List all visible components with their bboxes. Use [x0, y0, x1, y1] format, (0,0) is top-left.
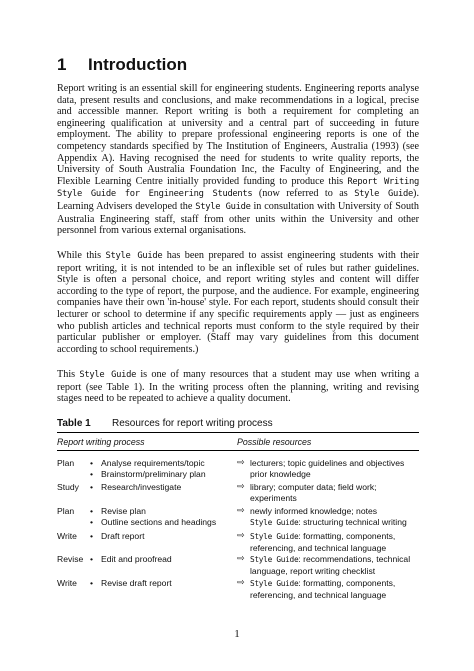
table-stage: Plan	[57, 458, 75, 468]
resource-line	[250, 531, 395, 543]
text-run: Report writing is an essential skill for engineering students. Engineering reports analyse data, present results and conclusions, and make recommendations in a logical, precise and accessible manner. Report writing is both a requirement for completing an engineering qualification at university and a central part of succeeding in future employment. The ability to prepare professional engineering reports is one of the competency standards specified by The Institution of Engineers, Australia (1993) (see Appendix A). Having recognised the need for students to write quality reports, the University of South Australia Foundation Inc, the Faculty of Engineering, and the Flexible Learning Centre initially provided funding to produce this	[57, 83, 419, 187]
arrow-icons	[237, 482, 245, 503]
table-item: Revise plan	[101, 506, 146, 516]
table-item: Edit and proofread	[101, 554, 172, 564]
arrow-icon: ⇨	[237, 506, 245, 516]
style-guide-title: Style Guide	[195, 201, 251, 212]
table-bullets	[90, 482, 93, 493]
text-run: (now referred to as	[252, 188, 355, 200]
table-resources	[250, 531, 395, 553]
table-items	[101, 482, 181, 493]
table-resources	[250, 482, 377, 503]
style-guide-title: Style Guide	[105, 251, 163, 261]
table-header-process: Report writing process	[57, 437, 145, 447]
style-guide-title: Style Guide	[250, 532, 299, 541]
text-run: : formatting, components,	[298, 578, 396, 588]
table-resources	[250, 506, 407, 528]
style-guide-title: Style Guide	[250, 555, 299, 564]
section-title: Introduction	[88, 55, 188, 74]
resource-line	[250, 554, 410, 566]
paragraph	[57, 83, 419, 237]
table-items	[101, 458, 206, 479]
table-stage: Study	[57, 482, 79, 492]
table-header-resources: Possible resources	[237, 437, 312, 447]
table-items	[101, 554, 172, 565]
table-bullets	[90, 458, 93, 479]
style-guide-title: Style Guide	[79, 370, 137, 380]
table-item: Brainstorm/preliminary plan	[101, 468, 206, 479]
arrow-icons	[237, 531, 245, 552]
resource-line	[250, 458, 404, 469]
style-guide-title: Style Guide	[250, 579, 299, 588]
arrow-icon: ⇨	[237, 554, 245, 564]
text-run: in consultation with University of South Australia Engineering staff, staff from other units within the University and other personnel from various external organisations.	[57, 200, 419, 237]
table-bullets	[90, 578, 93, 589]
text-run: language, report writing checklist	[250, 565, 376, 576]
bullet: •	[90, 554, 94, 564]
table-stage: Plan	[57, 506, 75, 516]
text-run: lecturers; topic guidelines and objectives	[250, 458, 405, 468]
paragraph	[57, 369, 419, 405]
bullet: •	[90, 506, 94, 516]
text-run: library; computer data; field work;	[250, 482, 377, 492]
table-item: Draft report	[101, 531, 145, 541]
arrow-icons	[237, 506, 245, 527]
table-resources	[250, 458, 404, 479]
table-resources	[250, 578, 395, 600]
resource-line	[250, 590, 395, 601]
arrow-icon: ⇨	[237, 578, 245, 588]
section-heading	[57, 55, 187, 75]
bullet: •	[90, 531, 94, 541]
table-items	[101, 506, 216, 527]
arrow-icons	[237, 458, 245, 479]
style-guide-title: Report Writing Style Guide for Engineering Students	[57, 176, 419, 200]
text-run: ). Learning Advisers developed the	[57, 188, 419, 212]
resource-line	[250, 506, 407, 517]
text-run: is one of many resources that a student may use when writing a report (see Table 1). In the writing process often the planning, writing and revising stages need to be repeated to achieve a quality document.	[57, 369, 419, 405]
bullet: •	[90, 578, 94, 588]
arrow-icons	[237, 578, 245, 599]
table-resources	[250, 554, 410, 576]
table-item: Revise draft report	[101, 578, 172, 588]
text-run: : recommendations, technical	[298, 554, 411, 564]
resource-line	[250, 566, 410, 577]
table-bullets	[90, 554, 93, 565]
bullet: •	[90, 482, 94, 492]
arrow-icons	[237, 554, 245, 575]
text-run: referencing, and technical language	[250, 542, 387, 553]
resource-line	[250, 482, 377, 493]
resource-line	[250, 493, 377, 504]
table-top-rule	[57, 432, 419, 433]
arrow-icon: ⇨	[237, 531, 245, 541]
section-number: 1	[57, 55, 67, 74]
table-items	[101, 531, 144, 542]
text-run: : structuring technical writing	[298, 516, 407, 527]
resource-line	[250, 578, 395, 590]
table-caption-text: Resources for report writing process	[112, 418, 273, 429]
resource-line	[250, 517, 407, 529]
table-bullets	[90, 506, 93, 527]
table-item: Analyse requirements/topic	[101, 458, 205, 468]
table-bullets	[90, 531, 93, 542]
table-stage: Revise	[57, 554, 84, 564]
text-run: This	[57, 369, 80, 380]
bullet: •	[90, 468, 94, 479]
table-stage: Write	[57, 578, 77, 588]
bullet: •	[90, 458, 94, 468]
text-run: experiments	[250, 492, 297, 503]
table-items	[101, 578, 172, 589]
table-item: Outline sections and headings	[101, 516, 217, 527]
text-run: newly informed knowledge; notes	[250, 506, 378, 516]
arrow-icon: ⇨	[237, 482, 245, 492]
resource-line	[250, 543, 395, 554]
text-run: has been prepared to assist engineering students with their report writing, it is not intended to be an inflexible set of rules but rather guidelines. Style is often a personal choice, and report writing styles and content will differ according to the type of report, the purpose, and the audience. For example, engineering companies have their own 'in-house' style. For each report, students should consult their lecturer or school to determine if any specific requirements apply — just as engineers who publish articles and technical reports must conform to the style required by their particular publisher or employer. (Staff may vary guidelines from this document according to school requirements.)	[57, 250, 419, 355]
text-run: prior knowledge	[250, 468, 311, 479]
table-caption	[57, 418, 273, 429]
text-run: : formatting, components,	[298, 531, 396, 541]
bullet: •	[90, 516, 94, 527]
arrow-icon: ⇨	[237, 458, 245, 468]
table-header-rule	[57, 450, 419, 451]
page-number: 1	[234, 628, 240, 640]
paragraph	[57, 250, 419, 355]
table-label: Table 1	[57, 418, 91, 429]
style-guide-title: Style Guide	[354, 189, 414, 200]
text-run: While this	[57, 250, 106, 261]
table-stage: Write	[57, 531, 77, 541]
style-guide-title: Style Guide	[250, 517, 299, 527]
table-item: Research/investigate	[101, 482, 182, 492]
resource-line	[250, 469, 404, 480]
text-run: referencing, and technical language	[250, 589, 387, 600]
